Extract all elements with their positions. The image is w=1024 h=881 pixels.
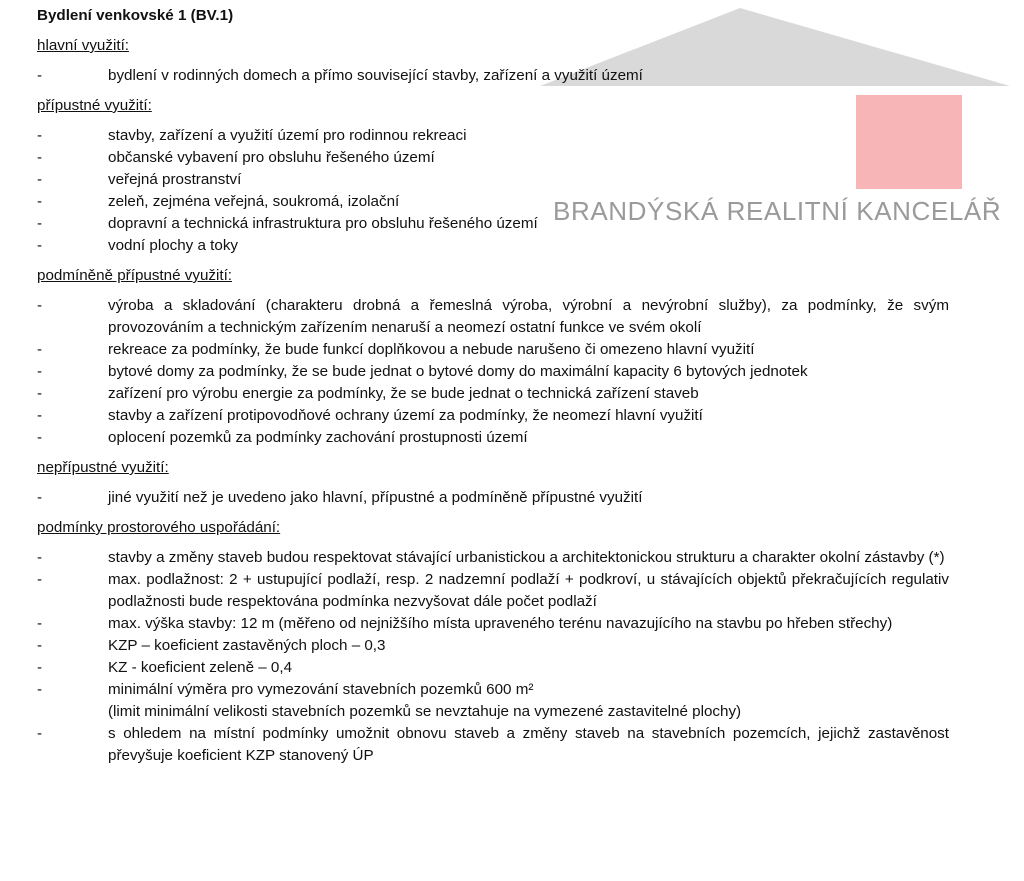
- list-item-text: stavby, zařízení a využití území pro rodinnou rekreaci: [108, 127, 467, 144]
- list-item-text: veřejná prostranství: [108, 171, 242, 188]
- section-heading-main-use: hlavní využití:: [37, 37, 130, 54]
- list-item-text: vodní plochy a toky: [108, 237, 239, 254]
- section-heading-permitted-use: přípustné využití:: [37, 97, 152, 114]
- list-item: [37, 569, 949, 613]
- list-item: [37, 405, 949, 427]
- conditional-use-list: [37, 295, 949, 449]
- bullet-dash: -: [37, 725, 43, 742]
- permitted-use-list: [37, 125, 949, 257]
- bullet-dash: -: [37, 127, 43, 144]
- list-item-text: bydlení v rodinných domech a přímo související stavby, zařízení a využití území: [108, 67, 643, 84]
- list-item-text: s ohledem na místní podmínky umožnit obnovu staveb a změny staveb na stavebních pozemcích, jejichž zastavěnost převyšuje koeficient KZP stanovený ÚP: [108, 725, 949, 764]
- section-heading-prohibited-use: nepřípustné využití:: [37, 459, 169, 476]
- bullet-dash: -: [37, 407, 43, 424]
- list-item-text: KZ - koeficient zeleně – 0,4: [108, 659, 293, 676]
- spatial-conditions-list: [37, 547, 949, 767]
- list-item: [37, 383, 949, 405]
- bullet-dash: -: [37, 341, 43, 358]
- list-item-note: (limit minimální velikosti stavebních pozemků se nevztahuje na vymezené zastavitelné plochy): [108, 703, 742, 720]
- main-use-list: [37, 65, 949, 87]
- list-item: [37, 191, 949, 213]
- bullet-dash: -: [37, 637, 43, 654]
- bullet-dash: -: [37, 363, 43, 380]
- bullet-dash: -: [37, 681, 43, 698]
- list-item: [37, 125, 949, 147]
- list-item: [37, 235, 949, 257]
- bullet-dash: -: [37, 171, 43, 188]
- list-item-text: rekreace za podmínky, že bude funkcí doplňkovou a nebude narušeno či omezeno hlavní využití: [108, 341, 755, 358]
- list-item-text: stavby a zařízení protipovodňové ochrany území za podmínky, že neomezí hlavní využití: [108, 407, 703, 424]
- bullet-dash: -: [37, 489, 43, 506]
- bullet-dash: -: [37, 149, 43, 166]
- list-item-text: výroba a skladování (charakteru drobná a řemeslná výroba, výrobní a nevýrobní služby), za podmínky, že svým provozováním a technickým zařízením nenaruší a neomezí ostatní funkce ve svém okolí: [108, 297, 949, 336]
- bullet-dash: -: [37, 571, 43, 588]
- list-item: [37, 635, 949, 657]
- watermark-text: BRANDÝSKÁ REALITNÍ KANCELÁŘ: [553, 196, 1002, 226]
- section-heading-spatial-conditions: podmínky prostorového uspořádání:: [37, 519, 281, 536]
- document-title: Bydlení venkovské 1 (BV.1): [37, 7, 234, 24]
- bullet-dash: -: [37, 67, 43, 84]
- bullet-dash: -: [37, 193, 43, 210]
- document-page: [37, 5, 949, 775]
- list-item-text: max. výška stavby: 12 m (měřeno od nejnižšího místa upraveného terénu navazujícího na stavbu po hřeben střechy): [108, 615, 893, 632]
- list-item-text: dopravní a technická infrastruktura pro obsluhu řešeného území: [108, 215, 538, 232]
- bullet-dash: -: [37, 429, 43, 446]
- section-heading-conditional-use: podmíněně přípustné využití:: [37, 267, 233, 284]
- list-item: [37, 65, 949, 87]
- list-item: [37, 547, 949, 569]
- list-item: [37, 339, 949, 361]
- list-item-text: max. podlažnost: 2 + ustupující podlaží, resp. 2 nadzemní podlaží + podkroví, u stávajících objektů překračujících regulativ podlažnosti bude respektována podmínka nezvyšovat dále počet podlaží: [108, 571, 949, 610]
- list-item-text: občanské vybavení pro obsluhu řešeného území: [108, 149, 435, 166]
- list-item-text: oplocení pozemků za podmínky zachování prostupnosti území: [108, 429, 528, 446]
- list-item: [37, 613, 949, 635]
- list-item: [37, 361, 949, 383]
- bullet-dash: -: [37, 659, 43, 676]
- list-item: [37, 427, 949, 449]
- bullet-dash: -: [37, 215, 43, 232]
- list-item-text: KZP – koeficient zastavěných ploch – 0,3: [108, 637, 386, 654]
- list-item: [37, 213, 949, 235]
- bullet-dash: -: [37, 237, 43, 254]
- bullet-dash: -: [37, 297, 43, 314]
- list-item: [37, 487, 949, 509]
- prohibited-use-list: [37, 487, 949, 509]
- list-item: [37, 147, 949, 169]
- list-item-text: zařízení pro výrobu energie za podmínky, že se bude jednat o technická zařízení staveb: [108, 385, 699, 402]
- list-item: [37, 679, 949, 723]
- list-item: [37, 295, 949, 339]
- list-item: [37, 169, 949, 191]
- bullet-dash: -: [37, 615, 43, 632]
- list-item-text: zeleň, zejména veřejná, soukromá, izolační: [108, 193, 400, 210]
- list-item-text: stavby a změny staveb budou respektovat stávající urbanistickou a architektonickou strukturu a charakter okolní zástavby (*): [108, 549, 945, 566]
- bullet-dash: -: [37, 385, 43, 402]
- list-item-text: jiné využití než je uvedeno jako hlavní, přípustné a podmíněně přípustné využití: [108, 489, 643, 506]
- list-item-text: bytové domy za podmínky, že se bude jednat o bytové domy do maximální kapacity 6 bytových jednotek: [108, 363, 808, 380]
- list-item: [37, 657, 949, 679]
- list-item-text: minimální výměra pro vymezování stavebních pozemků 600 m²: [108, 681, 534, 698]
- bullet-dash: -: [37, 549, 43, 566]
- list-item: [37, 723, 949, 767]
